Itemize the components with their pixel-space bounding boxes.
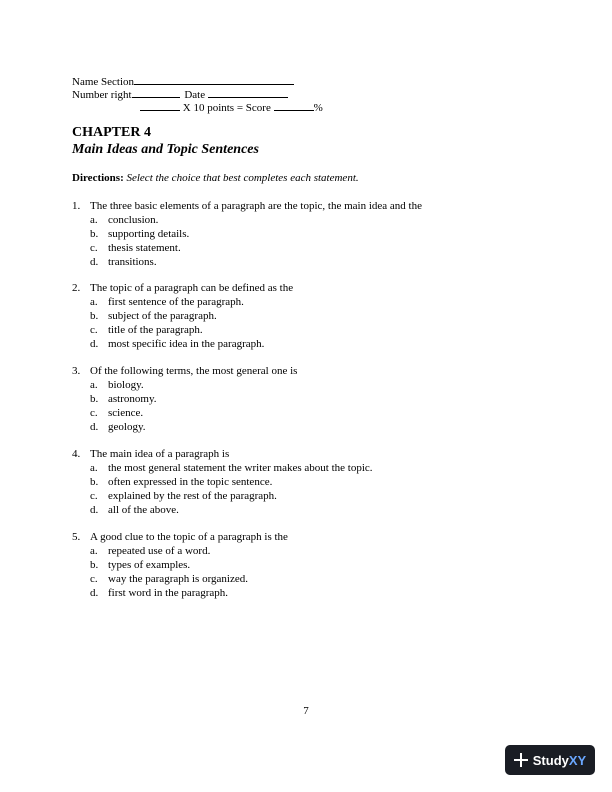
option-c[interactable] [72,572,288,586]
question-5 [72,530,288,600]
name-section-blank[interactable] [134,73,294,85]
option-text: subject of the paragraph. [108,310,217,322]
option-text: the most general statement the writer makes about the topic. [108,462,373,474]
date-label: Date [184,89,206,101]
option-text: conclusion. [108,214,159,226]
percent-sign: % [313,102,323,114]
question-1 [72,199,422,269]
option-b[interactable] [72,309,293,323]
option-letter: a. [90,545,98,557]
score-count-blank[interactable] [140,99,180,111]
option-d[interactable] [72,420,297,434]
question-stem [72,199,422,213]
question-number: 5. [72,531,81,543]
option-letter: b. [90,393,99,405]
option-b[interactable] [72,475,373,489]
score-blank[interactable] [274,99,314,111]
option-d[interactable] [72,586,288,600]
question-number: 1. [72,200,81,212]
directions-label: Directions: [72,172,124,184]
name-section-label: Name Section [72,76,135,88]
page-number: 7 [303,705,309,717]
option-letter: b. [90,476,99,488]
studyxy-logo[interactable] [505,745,595,775]
plus-icon [514,753,528,767]
option-text: types of examples. [108,559,191,571]
question-4 [72,447,373,517]
option-letter: c. [90,490,98,502]
option-text: all of the above. [108,504,179,516]
option-text: science. [108,407,144,419]
option-b[interactable] [72,392,297,406]
option-letter: b. [90,228,99,240]
option-c[interactable] [72,406,297,420]
option-d[interactable] [72,255,422,269]
question-number: 2. [72,282,81,294]
option-a[interactable] [72,378,297,392]
option-letter: b. [90,559,99,571]
option-text: first word in the paragraph. [108,587,229,599]
option-c[interactable] [72,489,373,503]
option-d[interactable] [72,503,373,517]
option-text: explained by the rest of the paragraph. [108,490,277,502]
number-right-blank[interactable] [132,86,180,98]
option-letter: a. [90,379,98,391]
option-text: geology. [108,421,146,433]
option-letter: d. [90,338,99,350]
option-text: astronomy. [108,393,157,405]
option-letter: d. [90,504,99,516]
option-text: most specific idea in the paragraph. [108,338,265,350]
option-text: often expressed in the topic sentence. [108,476,273,488]
option-letter: c. [90,573,98,585]
number-right-label: Number right [72,89,132,101]
option-d[interactable] [72,337,293,351]
option-a[interactable] [72,544,288,558]
question-stem [72,281,293,295]
chapter-title: Main Ideas and Topic Sentences [72,142,259,157]
question-text: The three basic elements of a paragraph are the topic, the main idea and the [90,200,422,212]
option-text: transitions. [108,256,157,268]
question-text: The topic of a paragraph can be defined as the [90,282,294,294]
option-text: way the paragraph is organized. [108,573,248,585]
option-letter: c. [90,407,98,419]
question-3 [72,364,297,434]
option-text: title of the paragraph. [108,324,203,336]
question-text: A good clue to the topic of a paragraph is the [90,531,288,543]
option-b[interactable] [72,227,422,241]
option-text: supporting details. [108,228,190,240]
option-letter: a. [90,296,98,308]
question-stem [72,447,373,461]
question-number: 4. [72,448,81,460]
option-text: first sentence of the paragraph. [108,296,244,308]
chapter-number: CHAPTER 4 [72,125,151,140]
brand-name-part2: XY [568,752,587,768]
option-a[interactable] [72,461,373,475]
option-letter: a. [90,462,98,474]
directions-text: Select the choice that best completes each statement. [126,172,359,184]
option-a[interactable] [72,295,293,309]
option-text: thesis statement. [108,242,181,254]
option-text: repeated use of a word. [108,545,211,557]
option-letter: b. [90,310,99,322]
question-text: The main idea of a paragraph is [90,448,230,460]
question-text: Of the following terms, the most general one is [90,365,298,377]
brand-name-part1: Study [532,752,569,768]
option-c[interactable] [72,323,293,337]
option-letter: c. [90,324,98,336]
directions [72,172,359,185]
score-text: X 10 points = Score [182,102,271,114]
option-letter: d. [90,587,99,599]
question-stem [72,530,288,544]
question-stem [72,364,297,378]
option-letter: d. [90,256,99,268]
question-2 [72,281,293,351]
option-text: biology. [108,379,144,391]
option-letter: c. [90,242,98,254]
question-number: 3. [72,365,81,377]
option-c[interactable] [72,241,422,255]
option-b[interactable] [72,558,288,572]
score-line [140,99,323,115]
date-blank[interactable] [208,86,288,98]
option-letter: d. [90,421,99,433]
option-a[interactable] [72,213,422,227]
option-letter: a. [90,214,98,226]
